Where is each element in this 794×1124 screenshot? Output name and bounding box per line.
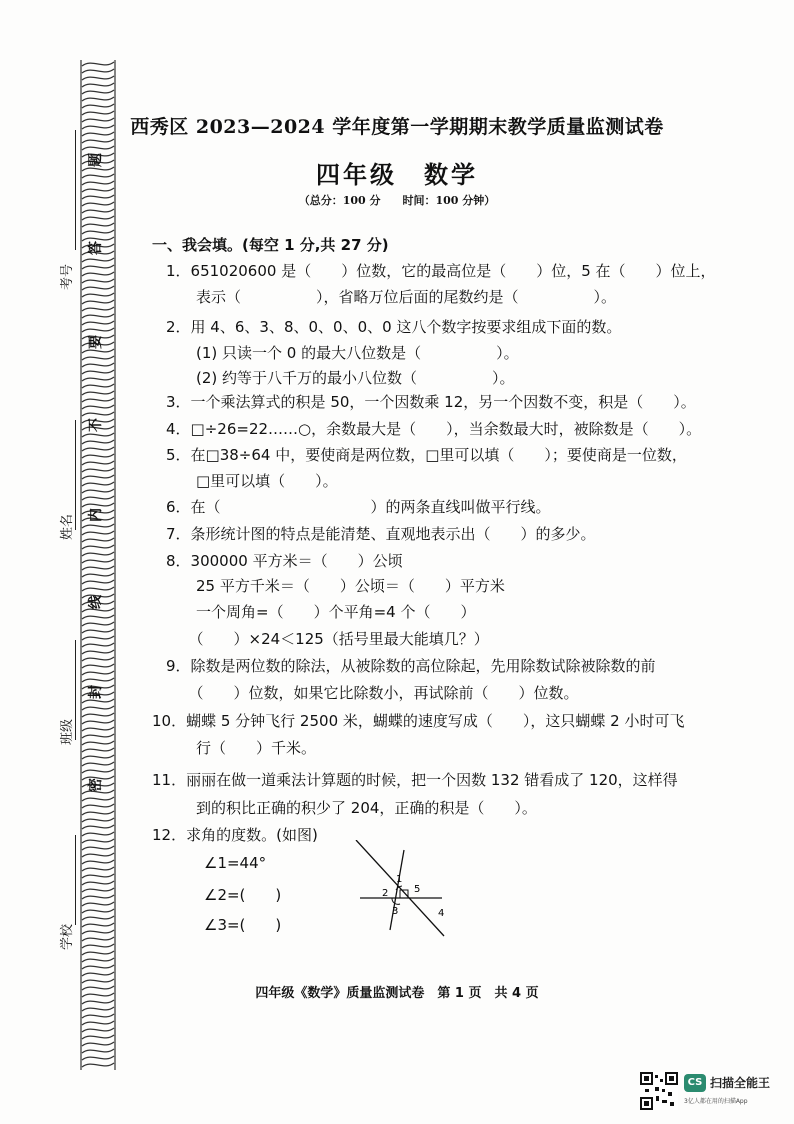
seal-char: 密 <box>88 778 104 792</box>
question-line: 8．300000 平方米＝（ ）公顷 <box>166 552 403 570</box>
exam-subtitle: 四年级 数学 <box>316 160 478 189</box>
seal-char: 答 <box>88 241 104 255</box>
seal-char: 线 <box>88 595 104 609</box>
question-line: (2) 约等于八千万的最小八位数（ ）。 <box>166 369 515 387</box>
question-line: 3．一个乘法算式的积是 50，一个因数乘 12，另一个因数不变，积是（ ）。 <box>166 393 696 411</box>
question-line: 25 平方千米＝（ ）公顷＝（ ）平方米 <box>166 577 505 595</box>
question-line: 表示（ ），省略万位后面的尾数约是（ ）。 <box>166 288 617 306</box>
seal-char: 要 <box>88 335 104 349</box>
binding-strip <box>78 60 118 1070</box>
scanner-app-name: 扫描全能王 <box>710 1076 771 1090</box>
fig-label: 4 <box>438 908 445 919</box>
class-label: 班级 <box>60 718 75 745</box>
exam-meta: （总分：100 分 时间：100 分钟） <box>298 194 496 207</box>
id-underline <box>75 130 76 250</box>
question-line: 行（ ）千米。 <box>166 739 317 757</box>
section-heading: 一、我会填。(每空 1 分,共 27 分) <box>152 236 389 254</box>
cs-badge-icon: CS <box>684 1074 706 1092</box>
seal-char: 封 <box>88 685 104 699</box>
angle-figure <box>352 840 462 940</box>
fig-label: 2 <box>382 888 389 899</box>
school-label: 学校 <box>60 923 75 950</box>
angle-1-given: ∠1=44° <box>204 854 267 872</box>
seal-char: 题 <box>88 153 104 167</box>
question-line: （ ）位数，如果它比除数小，再试除前（ ）位数。 <box>166 684 579 702</box>
school-underline <box>75 835 76 925</box>
question-line: 1．651020600 是（ ）位数，它的最高位是（ ）位，5 在（ ）位上， <box>166 262 716 280</box>
scanner-watermark <box>640 1070 790 1114</box>
question-line: 2．用 4、6、3、8、0、0、0、0 这八个数字按要求组成下面的数。 <box>166 318 622 336</box>
scanner-tagline: 3亿人都在用的扫描App <box>684 1098 748 1105</box>
question-line: 11．丽丽在做一道乘法计算题的时候，把一个因数 132 错看成了 120，这样得 <box>152 771 678 789</box>
class-underline <box>75 640 76 740</box>
question-line: 10．蝴蝶 5 分钟飞行 2500 米，蝴蝶的速度写成（ ），这只蝴蝶 2 小时可飞 <box>152 712 685 730</box>
id-label: 考号 <box>60 263 75 290</box>
question-line: (1) 只读一个 0 的最大八位数是（ ）。 <box>166 344 519 362</box>
name-label: 姓名 <box>60 513 75 540</box>
question-line: 到的积比正确的积少了 204，正确的积是（ ）。 <box>166 799 537 817</box>
qr-code-icon <box>640 1072 678 1110</box>
question-line: 6．在（ ）的两条直线叫做平行线。 <box>166 498 551 516</box>
angle-2-blank: ∠2=( ) <box>204 886 282 904</box>
question-line: 7．条形统计图的特点是能清楚、直观地表示出（ ）的多少。 <box>166 525 596 543</box>
seal-char: 内 <box>88 508 104 522</box>
name-underline <box>75 420 76 530</box>
fig-label: 3 <box>392 906 399 917</box>
seal-char: 不 <box>88 418 104 432</box>
question-line: 一个周角=（ ）个平角=4 个（ ） <box>166 603 476 621</box>
page-footer: 四年级《数学》质量监测试卷 第 1 页 共 4 页 <box>255 986 539 1001</box>
question-line: 9．除数是两位数的除法，从被除数的高位除起，先用除数试除被除数的前 <box>166 657 656 675</box>
question-line: （ ）×24＜125（括号里最大能填几？） <box>166 630 489 648</box>
exam-title: 西秀区 2023—2024 学年度第一学期期末教学质量监测试卷 <box>130 116 664 138</box>
fig-label: 5 <box>414 884 421 895</box>
question-line: 4．□÷26=22……○，余数最大是（ ），当余数最大时，被除数是（ ）。 <box>166 420 702 438</box>
fig-label: 1 <box>396 874 403 885</box>
question-line: □里可以填（ ）。 <box>166 472 338 490</box>
question-line: 12．求角的度数。(如图) <box>152 826 318 844</box>
question-line: 5．在□38÷64 中，要使商是两位数，□里可以填（ ）；要使商是一位数， <box>166 446 687 464</box>
angle-3-blank: ∠3=( ) <box>204 916 282 934</box>
